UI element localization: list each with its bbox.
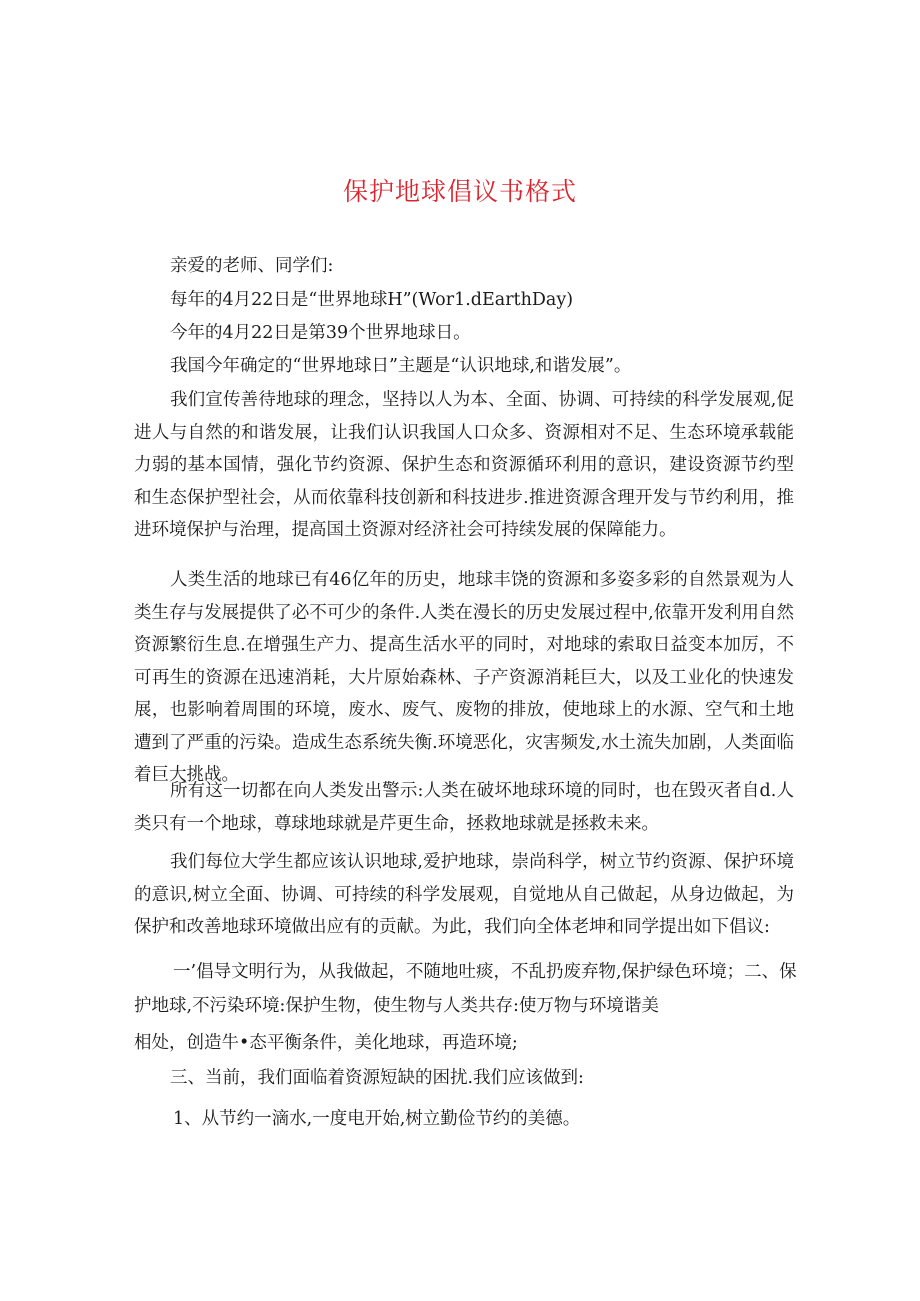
theme-line: 我国今年确定的“世界地球日”主题是“认识地球,和谐发展”。 [170,356,632,376]
proposal-line-3: 相处，创造牛•态平衡条件，美化地球，再造环境; [134,1033,518,1053]
proposal-three: 三、当前，我们面临着资源短缺的困扰.我们应该做到: [170,1068,584,1088]
paragraph-1: 我们宣传善待地球的理念，坚持以人为本、全面、协调、可持续的科学发展观,促进人与自然的和谐发展，让我们认识我国人口众多、资源相对不足、生态环境承载能力弱的基本国情，强化节约资源、保护生态和资源循环利用的意识，建设资源节约型和生态保护型社会，从而依靠科技创新和科技进步.推进资源含理开发与节约利用，推进环境保护与治理，提高国土资源对经济社会可持续发展的保障能力。 [134,390,794,540]
salutation: 亲爱的老师、同学们: [170,256,334,276]
paragraph-2: 人类生活的地球已有46亿年的历史，地球丰饶的资源和多姿多彩的自然景观为人类生存与发展提供了必不可少的条件.人类在漫长的历史发展过程中,依靠开发利用自然资源繁衍生息.在增强生产力、提高生活水平的同时，对地球的索取日益变本加厉，不可再生的资源在迅速消耗，大片原始森林、子产资源消耗巨大，以及工业化的快速发展，也影响着周围的环境，废水、废气、废物的排放，使地球上的水源、空气和土地遭到了严重的污染。造成生态系统失衡.环境恶化，灾害频发,水土流失加剧，人类面临着巨大挑战。 [134,570,794,785]
list-item-1: 1、从节约一滴水,一度电开始,树立勤俭节约的美德。 [173,1109,581,1129]
document-title: 保护地球倡议书格式 [342,177,577,206]
paragraph-4: 我们每位大学生都应该认识地球,爱护地球，崇尚科学，树立节约资源、保护环境的意识,树立全面、协调、可持续的科学发展观，自觉地从自己做起，从身边做起，为保护和改善地球环境做出应有的贡献。为此，我们向全体老坤和同学提出如下倡议: [134,852,794,937]
39th-earth-day-line: 今年的4月22日是第39个世界地球日。 [170,323,471,343]
paragraph-3: 所有这一切都在向人类发出警示:人类在破坏地球环境的同时，也在毁灭者自d.人类只有一个地球，尊球地球就是芹更生命，拯救地球就是拯救未来。 [134,781,794,834]
proposal-line-1: 一’倡导文明行为，从我做起，不随地吐痰，不乱扔废弃物,保护绿色环境；二、保 [173,962,797,982]
earth-day-line: 每年的4月22日是“世界地球H”(Wor1.dEarthDay) [170,290,574,310]
proposal-line-2: 护地球,不污染环境:保护生物，使生物与人类共存:使万物与环境谐美 [134,996,659,1016]
